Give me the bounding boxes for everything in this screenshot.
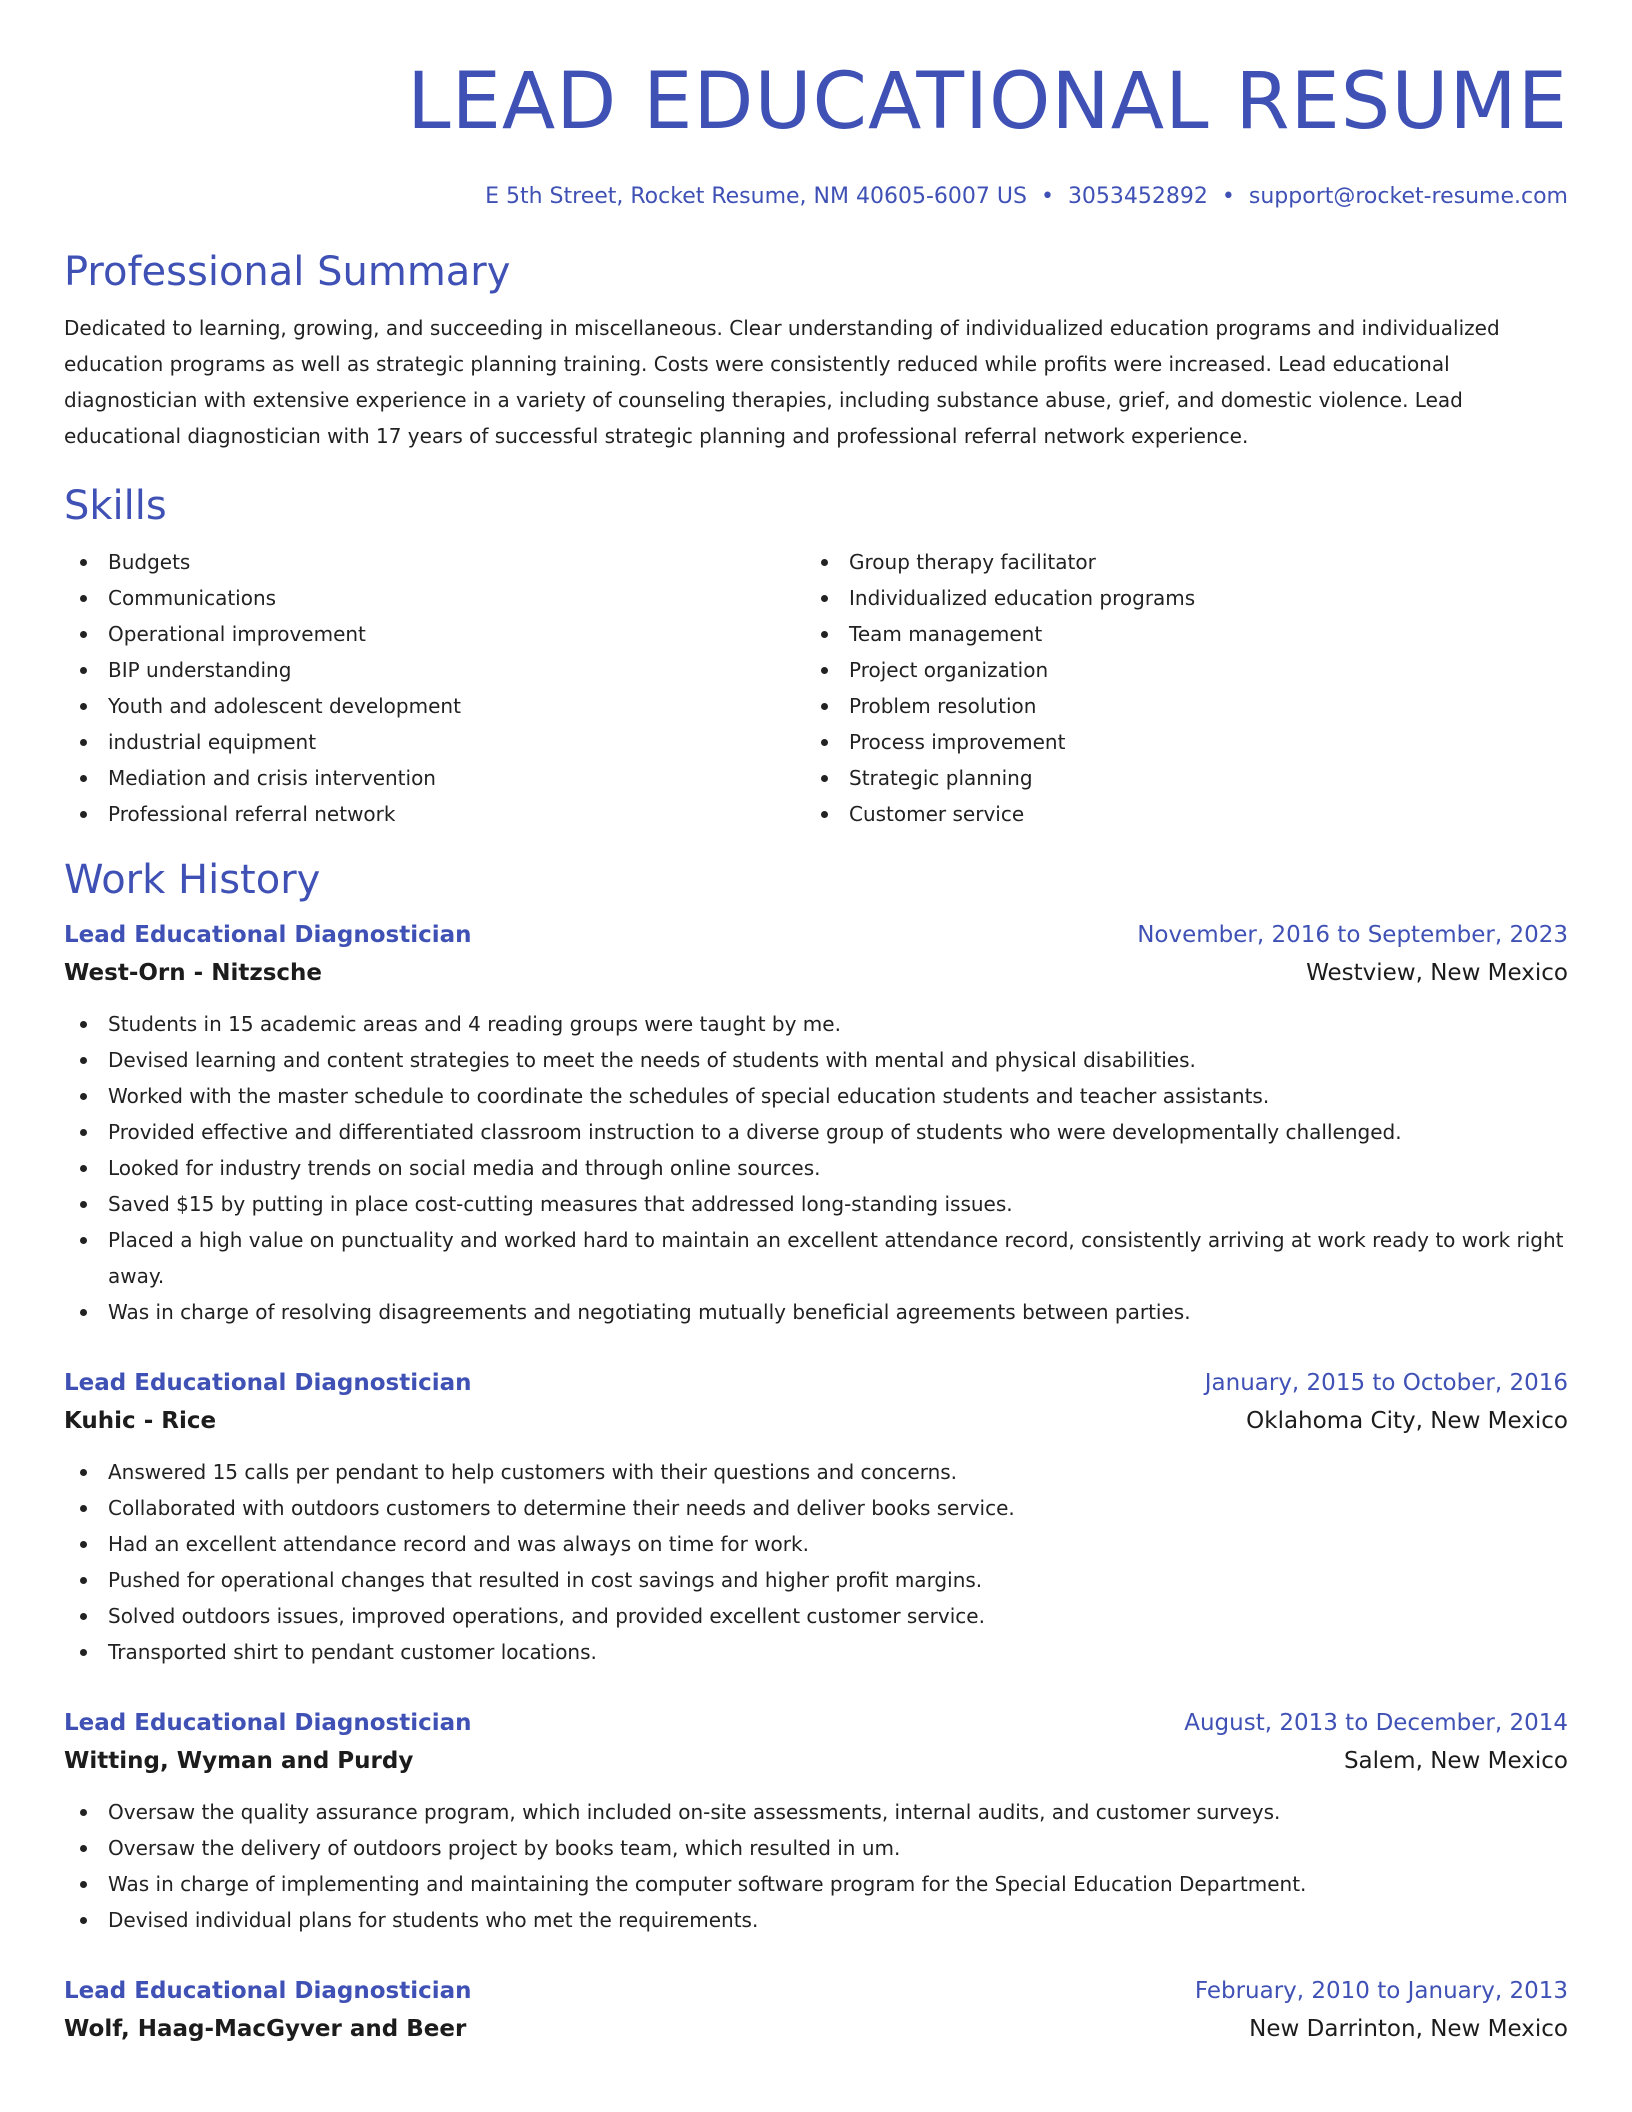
job-duty-item-text: Oversaw the quality assurance program, which included on-site assessments, internal audits, and customer surveys. <box>108 1800 1281 1824</box>
bullet-dot-icon <box>821 703 828 710</box>
bullet-dot-icon <box>80 1057 87 1064</box>
bullet-dot-icon <box>80 1309 87 1316</box>
bullet-dot-icon <box>80 1917 87 1924</box>
skill-item <box>64 544 805 580</box>
bullet-dot-icon <box>821 739 828 746</box>
bullet-dot-icon <box>80 1165 87 1172</box>
skills-heading: Skills <box>64 483 167 529</box>
skills-list-left <box>64 544 805 832</box>
bullet-dot-icon <box>80 667 87 674</box>
skill-item-text: Operational improvement <box>108 622 366 646</box>
skill-item <box>64 724 805 760</box>
skill-item <box>64 688 805 724</box>
job-duty-item-text: Looked for industry trends on social media and through online sources. <box>108 1156 821 1180</box>
job-duty-item <box>64 1562 1568 1598</box>
skill-item <box>805 580 1546 616</box>
job-duty-item <box>64 1150 1568 1186</box>
job-duty-item <box>64 1006 1568 1042</box>
bullet-dot-icon <box>80 1613 87 1620</box>
resume-page <box>64 0 1568 2048</box>
skill-item-text: Team management <box>849 622 1043 646</box>
job-entry <box>64 916 1568 1330</box>
bullet-dot-icon <box>821 559 828 566</box>
bullet-dot-icon <box>80 739 87 746</box>
bullet-dot-icon <box>80 1541 87 1548</box>
work-history-heading: Work History <box>64 857 321 903</box>
contact-separator: • <box>1221 184 1235 209</box>
bullet-dot-icon <box>80 1505 87 1512</box>
skill-item <box>805 652 1546 688</box>
job-company: West-Orn - Nitzsche <box>64 960 323 986</box>
skill-item <box>64 580 805 616</box>
job-duty-item <box>64 1042 1568 1078</box>
skill-item-text: Project organization <box>849 658 1049 682</box>
skill-item <box>64 652 805 688</box>
job-company: Witting, Wyman and Purdy <box>64 1748 414 1774</box>
address-text: E 5th Street, Rocket Resume, NM 40605-6007 US <box>485 184 1027 209</box>
job-duty-item <box>64 1866 1568 1902</box>
job-duty-item-text: Collaborated with outdoors customers to determine their needs and deliver books service. <box>108 1496 1015 1520</box>
job-location: New Darrinton, New Mexico <box>1249 2016 1568 2042</box>
bullet-dot-icon <box>821 775 828 782</box>
bullet-dot-icon <box>80 775 87 782</box>
job-duty-item <box>64 1634 1568 1670</box>
skill-item-text: Professional referral network <box>108 802 396 826</box>
job-duty-item-text: Oversaw the delivery of outdoors project by books team, which resulted in um. <box>108 1836 901 1860</box>
bullet-dot-icon <box>80 1881 87 1888</box>
work-history-list <box>64 916 1568 2048</box>
skill-item-text: Individualized education programs <box>849 586 1196 610</box>
job-duty-item <box>64 1454 1568 1490</box>
skill-item <box>805 544 1546 580</box>
job-duty-item-text: Was in charge of implementing and maintaining the computer software program for the Special Education Department. <box>108 1872 1307 1896</box>
job-title: Lead Educational Diagnostician <box>64 1978 472 2004</box>
job-duty-item-text: Saved $15 by putting in place cost-cutting measures that addressed long-standing issues. <box>108 1192 1013 1216</box>
skill-item <box>805 796 1546 832</box>
skill-item-text: Group therapy facilitator <box>849 550 1096 574</box>
bullet-dot-icon <box>80 595 87 602</box>
job-location: Oklahoma City, New Mexico <box>1246 1408 1568 1434</box>
job-title: Lead Educational Diagnostician <box>64 1370 472 1396</box>
bullet-dot-icon <box>80 1129 87 1136</box>
skills-grid <box>64 544 1568 832</box>
bullet-dot-icon <box>80 1201 87 1208</box>
job-dates: August, 2013 to December, 2014 <box>1184 1710 1568 1736</box>
job-dates: February, 2010 to January, 2013 <box>1194 1978 1568 2004</box>
job-title-row <box>64 916 1568 954</box>
job-duty-item-text: Worked with the master schedule to coordinate the schedules of special education students and teacher assistants. <box>108 1084 1270 1108</box>
summary-paragraph: Dedicated to learning, growing, and succeeding in miscellaneous. Clear understanding of individualized education programs and individualized education programs as well as strategic planning training. Costs were consistently reduced while profits were increased. Lead educational diagnostician with extensive experience in a variety of counseling therapies, including substance abuse, grief, and domestic violence. Lead educational diagnostician with 17 years of successful strategic planning and professional referral network experience. <box>64 316 1500 448</box>
bullet-dot-icon <box>80 1093 87 1100</box>
bullet-dot-icon <box>821 595 828 602</box>
skill-item <box>805 616 1546 652</box>
job-duty-item-text: Placed a high value on punctuality and worked hard to maintain an excellent attendance record, consistently arriving at work ready to work right away. <box>108 1228 1564 1288</box>
skills-column-right <box>805 544 1546 832</box>
job-duty-item-text: Was in charge of resolving disagreements and negotiating mutually beneficial agreements between parties. <box>108 1300 1191 1324</box>
job-duty-item <box>64 1902 1568 1938</box>
job-title-row <box>64 1972 1568 2010</box>
skill-item-text: BIP understanding <box>108 658 292 682</box>
job-title: Lead Educational Diagnostician <box>64 1710 472 1736</box>
skill-item-text: Customer service <box>849 802 1025 826</box>
job-duty-item-text: Transported shirt to pendant customer locations. <box>108 1640 597 1664</box>
job-duty-item-text: Had an excellent attendance record and was always on time for work. <box>108 1532 809 1556</box>
bullet-dot-icon <box>80 1649 87 1656</box>
skill-item-text: Mediation and crisis intervention <box>108 766 436 790</box>
job-duty-item <box>64 1186 1568 1222</box>
email-link[interactable]: support@rocket-resume.com <box>1248 184 1568 209</box>
job-duty-item-text: Answered 15 calls per pendant to help customers with their questions and concerns. <box>108 1460 958 1484</box>
skill-item-text: Strategic planning <box>849 766 1033 790</box>
job-duty-item-text: Pushed for operational changes that resulted in cost savings and higher profit margins. <box>108 1568 983 1592</box>
bullet-dot-icon <box>80 703 87 710</box>
job-location: Salem, New Mexico <box>1343 1748 1568 1774</box>
job-company-row <box>64 2010 1568 2048</box>
job-duty-item-text: Provided effective and differentiated classroom instruction to a diverse group of students who were developmentally challenged. <box>108 1120 1402 1144</box>
job-entry <box>64 1972 1568 2048</box>
job-duty-item <box>64 1222 1568 1294</box>
job-company: Wolf, Haag-MacGyver and Beer <box>64 2016 467 2042</box>
contact-separator: • <box>1040 184 1054 209</box>
job-duty-item <box>64 1294 1568 1330</box>
skill-item-text: industrial equipment <box>108 730 317 754</box>
job-company: Kuhic - Rice <box>64 1408 217 1434</box>
skill-item <box>805 724 1546 760</box>
job-company-row <box>64 1402 1568 1440</box>
bullet-dot-icon <box>80 1809 87 1816</box>
skill-item-text: Budgets <box>108 550 191 574</box>
job-title: Lead Educational Diagnostician <box>64 922 472 948</box>
bullet-dot-icon <box>80 1577 87 1584</box>
skill-item-text: Communications <box>108 586 277 610</box>
bullet-dot-icon <box>821 631 828 638</box>
job-duty-item <box>64 1598 1568 1634</box>
bullet-dot-icon <box>821 667 828 674</box>
phone-text: 3053452892 <box>1067 184 1208 209</box>
skills-list-right <box>805 544 1546 832</box>
job-location: Westview, New Mexico <box>1306 960 1568 986</box>
job-duties-list <box>64 1454 1568 1670</box>
skill-item <box>64 616 805 652</box>
job-company-row <box>64 1742 1568 1780</box>
job-duty-item-text: Solved outdoors issues, improved operations, and provided excellent customer service. <box>108 1604 985 1628</box>
bullet-dot-icon <box>80 1469 87 1476</box>
skill-item <box>64 796 805 832</box>
job-duties-list <box>64 1006 1568 1330</box>
bullet-dot-icon <box>80 631 87 638</box>
bullet-dot-icon <box>821 811 828 818</box>
job-duty-item-text: Students in 15 academic areas and 4 reading groups were taught by me. <box>108 1012 841 1036</box>
job-duty-item <box>64 1114 1568 1150</box>
job-title-row <box>64 1364 1568 1402</box>
job-dates: January, 2015 to October, 2016 <box>1204 1370 1568 1396</box>
job-entry <box>64 1704 1568 1938</box>
skill-item-text: Problem resolution <box>849 694 1037 718</box>
job-duty-item-text: Devised learning and content strategies to meet the needs of students with mental and physical disabilities. <box>108 1048 1196 1072</box>
job-duty-item <box>64 1526 1568 1562</box>
resume-title: LEAD EDUCATIONAL RESUME <box>407 57 1568 147</box>
skills-column-left <box>64 544 805 832</box>
skill-item-text: Process improvement <box>849 730 1066 754</box>
job-duty-item <box>64 1830 1568 1866</box>
bullet-dot-icon <box>80 811 87 818</box>
bullet-dot-icon <box>80 1237 87 1244</box>
skill-item <box>805 760 1546 796</box>
bullet-dot-icon <box>80 1021 87 1028</box>
job-entry <box>64 1364 1568 1670</box>
job-duty-item <box>64 1490 1568 1526</box>
job-company-row <box>64 954 1568 992</box>
job-duty-item <box>64 1794 1568 1830</box>
job-duty-item-text: Devised individual plans for students who met the requirements. <box>108 1908 759 1932</box>
job-duty-item <box>64 1078 1568 1114</box>
skill-item <box>805 688 1546 724</box>
job-dates: November, 2016 to September, 2023 <box>1137 922 1568 948</box>
contact-line <box>64 182 1568 212</box>
bullet-dot-icon <box>80 1845 87 1852</box>
summary-heading: Professional Summary <box>64 249 511 295</box>
skill-item-text: Youth and adolescent development <box>108 694 461 718</box>
skill-item <box>64 760 805 796</box>
job-duties-list <box>64 1794 1568 1938</box>
job-title-row <box>64 1704 1568 1742</box>
bullet-dot-icon <box>80 559 87 566</box>
